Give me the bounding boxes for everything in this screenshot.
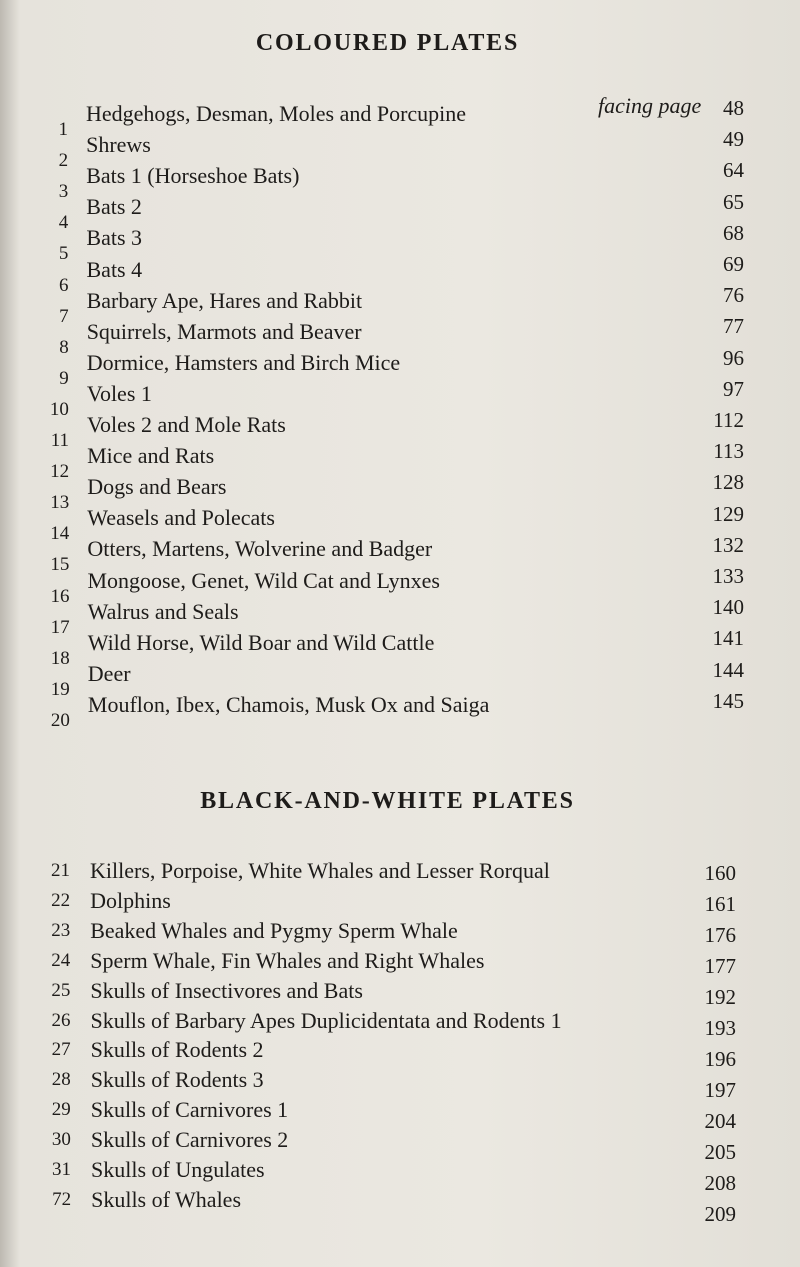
- plate-row: [0, 1185, 800, 1226]
- plate-number: 19: [50, 678, 70, 700]
- plate-title: Voles 2 and Mole Rats: [87, 412, 286, 437]
- plate-title: Skulls of Rodents 2: [90, 1037, 264, 1063]
- plate-number: 3: [58, 181, 69, 203]
- plate-page-number: 140: [712, 595, 744, 620]
- plate-page-number: 132: [712, 532, 744, 557]
- coloured-plates-heading: COLOURED PLATES: [255, 30, 520, 56]
- plate-page-number: 48: [723, 96, 744, 120]
- plate-page-number: 65: [723, 189, 744, 214]
- plate-title: Mongoose, Genet, Wild Cat and Lynxes: [87, 567, 440, 593]
- plate-number: 29: [51, 1099, 71, 1121]
- plate-row: [0, 1155, 800, 1195]
- plate-page-number: 193: [704, 1016, 736, 1040]
- plate-row: [0, 976, 800, 1009]
- plate-number: 22: [51, 889, 71, 911]
- plate-title: Bats 4: [86, 256, 143, 282]
- plate-title: Bats 2: [86, 194, 142, 220]
- plate-number: 14: [50, 523, 70, 545]
- plate-title: Hedgehogs, Desman, Moles and Porcupine: [86, 101, 467, 126]
- plate-row: [0, 1125, 800, 1164]
- plate-number: 12: [50, 461, 70, 483]
- plate-page-number: 196: [704, 1046, 736, 1071]
- plate-page-number: 204: [704, 1108, 736, 1133]
- plate-page-number: 128: [712, 470, 744, 495]
- plate-page-number: 161: [704, 891, 736, 916]
- plate-number: 31: [52, 1159, 71, 1180]
- plate-title: Wild Horse, Wild Boar and Wild Cattle: [87, 629, 435, 655]
- black-and-white-plates-heading: BLACK-AND-WHITE PLATES: [200, 788, 575, 814]
- plate-title: Killers, Porpoise, White Whales and Lesser Rorqual: [90, 858, 550, 883]
- plate-title: Shrews: [86, 132, 151, 158]
- plate-row: [0, 916, 800, 946]
- plate-page-number: 144: [712, 657, 744, 682]
- plate-title: Skulls of Carnivores 2: [90, 1127, 289, 1153]
- plate-number: 20: [50, 709, 70, 731]
- plate-page-number: 208: [704, 1171, 736, 1195]
- plate-number: 72: [52, 1188, 72, 1210]
- facing-page-label: facing page: [598, 93, 702, 118]
- plate-row: [0, 1065, 800, 1102]
- plate-row: [0, 856, 800, 886]
- plate-page-number: 176: [704, 922, 736, 947]
- plate-row: [0, 1035, 800, 1071]
- plate-number: 28: [51, 1069, 71, 1091]
- plate-page-number: 49: [723, 127, 744, 152]
- plate-page-number: 160: [704, 861, 736, 885]
- plate-number: 7: [59, 305, 69, 327]
- plate-row: [0, 886, 800, 916]
- plate-number: 21: [51, 860, 70, 881]
- plate-page-number: 96: [723, 345, 744, 370]
- plate-number: 8: [59, 336, 69, 358]
- plate-page-number: 177: [704, 953, 736, 978]
- plate-number: 30: [51, 1129, 71, 1151]
- plate-number: 1: [58, 119, 68, 140]
- plate-title: Skulls of Ungulates: [91, 1157, 265, 1182]
- plate-row: [0, 946, 800, 976]
- plate-number: 27: [51, 1039, 71, 1061]
- plate-title: Beaked Whales and Pygmy Sperm Whale: [90, 917, 458, 943]
- plate-page-number: 112: [713, 408, 744, 432]
- plate-page-number: 141: [712, 626, 744, 651]
- plate-title: Dogs and Bears: [87, 474, 227, 500]
- plate-number: 2: [58, 150, 69, 172]
- plate-title: Mice and Rats: [87, 443, 215, 469]
- plate-title: Skulls of Barbary Apes Duplicidentata and Rodents 1: [90, 1007, 562, 1033]
- plate-title: Bats 3: [86, 225, 143, 251]
- plate-page-number: 76: [723, 283, 744, 308]
- plate-page-number: 197: [704, 1077, 736, 1102]
- plate-title: Weasels and Polecats: [87, 505, 275, 531]
- plate-page-number: 69: [723, 252, 744, 276]
- plate-number: 10: [49, 398, 69, 420]
- plate-page-number: 133: [712, 564, 744, 588]
- plate-number: 16: [50, 585, 70, 607]
- plate-title: Otters, Martens, Wolverine and Badger: [87, 536, 433, 562]
- plate-number: 15: [50, 554, 70, 576]
- plate-number: 23: [51, 919, 71, 941]
- plate-page-number: 64: [723, 158, 744, 183]
- plate-number: 4: [58, 212, 69, 234]
- plate-number: 17: [50, 616, 70, 638]
- plate-page-number: 68: [723, 220, 744, 245]
- plate-page-number: 129: [712, 501, 744, 526]
- plate-number: 11: [50, 430, 69, 451]
- plate-row: [0, 1006, 800, 1040]
- plate-title: Voles 1: [86, 380, 152, 406]
- plate-number: 25: [51, 979, 71, 1001]
- plate-title: Skulls of Carnivores 1: [90, 1097, 289, 1123]
- plate-title: Dolphins: [90, 887, 171, 913]
- plate-title: Deer: [87, 660, 131, 686]
- plate-title: Skulls of Rodents 3: [90, 1067, 264, 1093]
- plate-number: 9: [59, 367, 69, 389]
- plate-title: Skulls of Insectivores and Bats: [90, 977, 363, 1003]
- plate-title: Skulls of Whales: [91, 1186, 242, 1212]
- plate-page-number: 77: [723, 314, 744, 339]
- plate-number: 18: [50, 647, 70, 669]
- plate-page-number: 97: [723, 376, 744, 401]
- plate-title: Barbary Ape, Hares and Rabbit: [86, 287, 363, 313]
- plate-number: 24: [51, 949, 71, 971]
- plate-title: Bats 1 (Horseshoe Bats): [86, 163, 300, 189]
- plate-number: 5: [58, 243, 69, 265]
- plate-title: Dormice, Hamsters and Birch Mice: [86, 349, 401, 375]
- plate-title: Squirrels, Marmots and Beaver: [86, 318, 362, 344]
- plate-title: Sperm Whale, Fin Whales and Right Whales: [90, 947, 485, 973]
- plate-page-number: 205: [704, 1139, 736, 1164]
- plate-number: 6: [59, 274, 69, 296]
- plate-number: 13: [50, 492, 70, 514]
- plate-title: Walrus and Seals: [87, 598, 239, 624]
- plate-page-number: 145: [712, 688, 744, 713]
- plate-row: [0, 1095, 800, 1133]
- plate-number: 26: [51, 1009, 71, 1031]
- plate-title: Mouflon, Ibex, Chamois, Musk Ox and Saiga: [87, 691, 490, 717]
- plate-page-number: 192: [704, 984, 736, 1009]
- plate-page-number: 209: [704, 1201, 736, 1226]
- plate-page-number: 113: [713, 439, 744, 464]
